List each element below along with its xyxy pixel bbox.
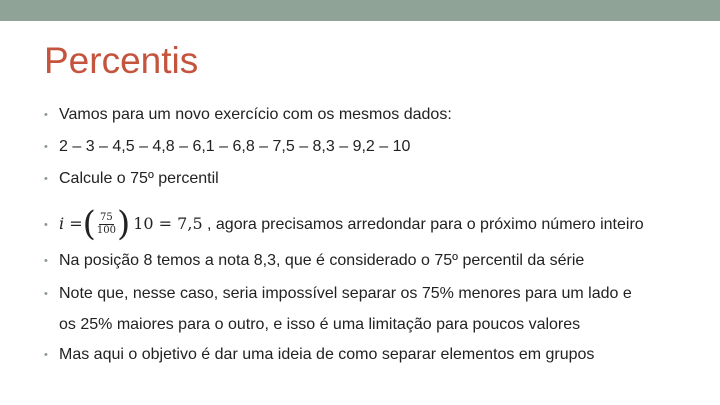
bullet-text: Mas aqui o objetivo é dar uma ideia de como separar elementos em grupos [59,346,595,363]
bullet-text: , agora precisamos arredondar para o próximo número inteiro [207,216,644,233]
formula-variable: i = [59,214,83,233]
formula-paren-close: ) [116,204,131,244]
formula-rhs: 10 = 7,5 [133,214,203,233]
formula [59,204,203,244]
bullet-item [44,250,584,272]
bullet-item [44,104,452,126]
top-accent-bar [0,0,720,21]
formula-numerator: 75 [100,211,113,223]
bullet-text: 2 – 3 – 4,5 – 4,8 – 6,1 – 6,8 – 7,5 – 8,3 – 9,2 – 10 [59,138,411,155]
bullet-dot: • [44,109,48,121]
formula-denominator: 100 [96,224,116,236]
formula-fraction [97,212,116,237]
bullet-text: Vamos para um novo exercício com os mesmos dados: [59,106,452,123]
bullet-item [44,168,219,190]
bullet-dot: • [44,219,48,231]
bullet-text-line2: os 25% maiores para o outro, e isso é uma limitação para poucos valores [59,316,581,333]
slide-title: Percentis [44,40,199,81]
bullet-dot: • [44,173,48,185]
bullet-text-line1: Note que, nesse caso, seria impossível separar os 75% menores para um lado e [59,285,632,302]
formula-paren-open: ( [82,204,96,244]
bullet-dot: • [44,141,48,153]
bullet-item [44,283,684,336]
bullet-item [44,136,410,158]
bullet-dot: • [44,255,48,267]
bullet-dot: • [44,288,48,300]
bullet-text: Na posição 8 temos a nota 8,3, que é considerado o 75º percentil da série [59,252,585,269]
bullet-dot: • [44,349,48,361]
bullet-item-formula [44,205,699,245]
bullet-item [44,344,594,366]
bullet-text: Calcule o 75º percentil [59,170,219,187]
